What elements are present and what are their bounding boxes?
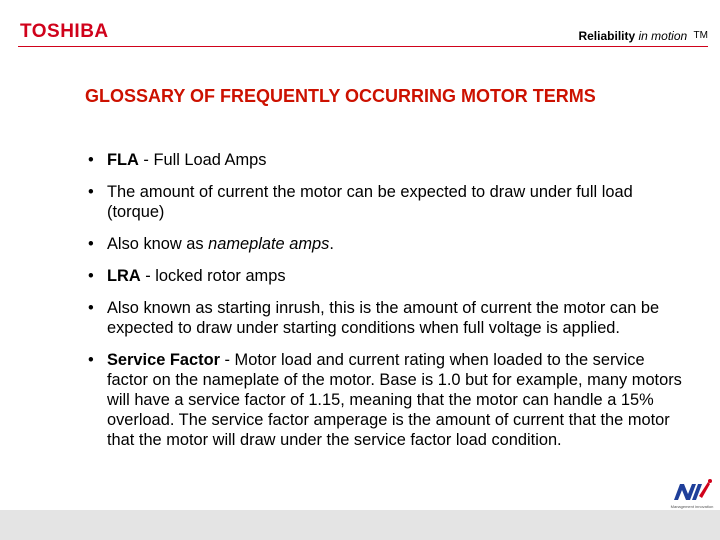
toshiba-logo: TOSHIBA xyxy=(20,21,109,42)
bullet-dot-icon: • xyxy=(88,151,94,169)
definition-lra: - locked rotor amps xyxy=(140,267,286,285)
bullet-lra xyxy=(88,266,688,286)
nameplate-pre: Also know as xyxy=(107,235,209,253)
fla-detail-text: The amount of current the motor can be expected to draw under full load (torque) xyxy=(107,183,633,221)
bullet-nameplate xyxy=(88,234,688,254)
term-service-factor: Service Factor xyxy=(107,351,220,369)
tagline-bold: Reliability xyxy=(578,29,636,43)
bullet-dot-icon: • xyxy=(88,351,94,369)
mi-logo-icon xyxy=(670,476,714,506)
header-divider xyxy=(18,46,708,47)
glossary-list xyxy=(88,150,688,450)
term-lra: LRA xyxy=(107,267,141,285)
management-innovation-logo xyxy=(670,476,714,510)
definition-service-factor: - Motor load and current rating when loaded to the service factor on the nameplate of the motor. Base is 1.0 but for example, many motors will have a service factor of 1.15, meaning that the motor can handle a 15% overload. The service factor amperage is the amount of current that the motor that the motor will draw under the service factor load condition. xyxy=(107,351,682,449)
nameplate-emphasis: nameplate amps xyxy=(208,235,330,253)
bullet-fla-detail xyxy=(88,182,688,222)
nameplate-post: . xyxy=(329,235,334,253)
bullet-fla xyxy=(88,150,688,170)
tagline-italic: in motion xyxy=(638,29,688,43)
footer-band xyxy=(0,510,720,540)
bullet-dot-icon: • xyxy=(88,235,94,253)
bullet-dot-icon: • xyxy=(88,183,94,201)
slide-title: GLOSSARY OF FREQUENTLY OCCURRING MOTOR TERMS xyxy=(85,86,596,106)
bullet-service-factor xyxy=(88,350,688,450)
lra-detail-text: Also known as starting inrush, this is the amount of current the motor can be expected to draw under starting conditions when full voltage is applied. xyxy=(107,299,660,337)
trademark-mark: TM xyxy=(693,30,708,41)
bullet-dot-icon: • xyxy=(88,267,94,285)
logo-caption: Management innovation xyxy=(670,504,714,509)
bullet-dot-icon: • xyxy=(88,299,94,317)
bullet-lra-detail xyxy=(88,298,688,338)
term-fla: FLA xyxy=(107,151,139,169)
definition-fla: - Full Load Amps xyxy=(138,151,267,169)
tagline xyxy=(578,29,708,43)
